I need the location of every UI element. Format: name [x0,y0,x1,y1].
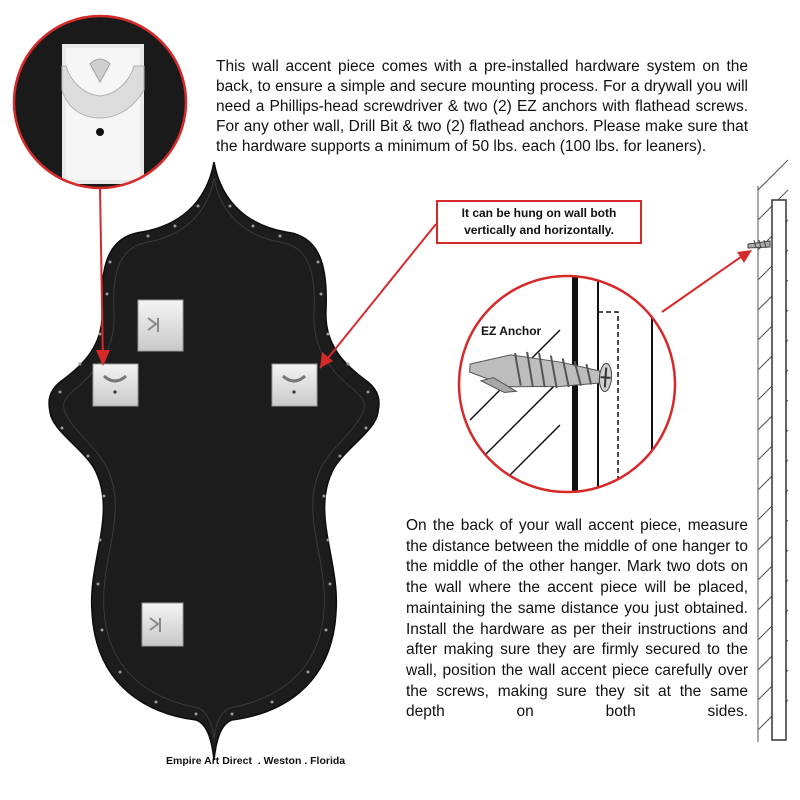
hanger-bracket-lower [142,603,183,646]
wall-anchor-mini [748,240,770,248]
ez-anchor-label: EZ Anchor [481,324,542,338]
mounting-steps: On the back of your wall accent piece, measure the distance between the middle of one hanger to the middle of the other hanger. Mark two dots on the wall where the accent piece will be placed, maintaining the same distance you just obtained. Install the hardware as per their instructions and after making sure they are firmly secured to the wall, position the wall accent piece carefully over the screws, making sure they sit at the same depth on both sides. [406,517,748,721]
mirror-back-panel [49,162,379,760]
intro-instructions: This wall accent piece comes with a pre-installed hardware system on the back, to ensure a simple and secure mounting process. For a drywall you will need a Phillips-head screwdriver & two (2) EZ anchors with flathead screws. For any other wall, Drill Bit & two (2) flathead anchors. Please make sure that the hardware supports a minimum of 50 lbs. each (100 lbs. for leaners). [216,58,748,155]
hanger-bracket-left [93,364,138,406]
callout-text: It can be hung on wall both vertically and horizontally. [461,206,617,237]
hanger-bracket-upper [138,300,183,351]
wall-section-diagram [748,160,788,742]
zoom-circle-anchor [459,260,675,510]
orientation-callout [436,200,642,244]
panel-outline [49,162,379,760]
company-footer: Empire Art Direct . Weston . Florida [166,755,346,767]
zoom-circle-hanger [10,10,190,200]
hanger-bracket-right [272,364,317,406]
